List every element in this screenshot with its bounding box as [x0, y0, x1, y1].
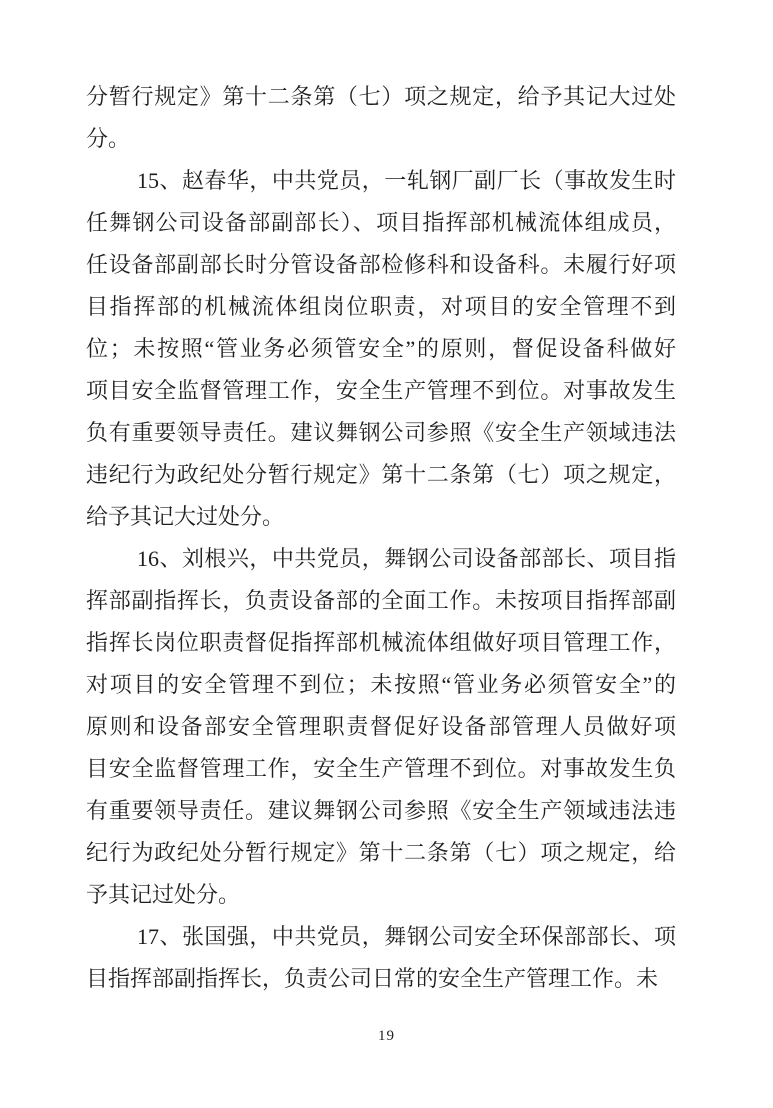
text-line: 给予其记大过处分。: [86, 504, 285, 529]
text-line: 分。: [86, 126, 131, 151]
text-line: 15、赵春华，中共党员，一轧钢厂副厂长（事故发生时: [137, 168, 676, 193]
text-line: 原则和设备部安全管理职责督促好设备部管理人员做好项: [86, 714, 676, 739]
text-line: 项目安全监督管理工作，安全生产管理不到位。对事故发生: [86, 378, 676, 403]
text-line: 对项目的安全管理不到位；未按照“管业务必须管安全”的: [86, 672, 676, 697]
text-line: 分暂行规定》第十二条第（七）项之规定，给予其记大过处: [86, 84, 676, 109]
text-line: 指挥长岗位职责督促指挥部机械流体组做好项目管理工作，: [86, 630, 676, 655]
text-line: 违纪行为政纪处分暂行规定》第十二条第（七）项之规定，: [86, 462, 676, 487]
text-line: 目指挥部的机械流体组岗位职责，对项目的安全管理不到: [86, 294, 676, 319]
text-line: 有重要领导责任。建议舞钢公司参照《安全生产领域违法违: [86, 798, 676, 823]
text-line: 予其记过处分。: [86, 882, 241, 907]
text-line: 任舞钢公司设备部副部长）、项目指挥部机械流体组成员，: [86, 210, 676, 235]
page-number: 19: [378, 1028, 395, 1044]
text-line: 挥部副指挥长，负责设备部的全面工作。未按项目指挥部副: [86, 588, 676, 613]
text-line: 负有重要领导责任。建议舞钢公司参照《安全生产领域违法: [86, 420, 676, 445]
text-line: 目指挥部副指挥长，负责公司日常的安全生产管理工作。未: [86, 966, 659, 991]
text-line: 目安全监督管理工作，安全生产管理不到位。对事故发生负: [86, 756, 676, 781]
text-line: 任设备部副部长时分管设备部检修科和设备科。未履行好项: [86, 252, 676, 277]
text-line: 17、张国强，中共党员，舞钢公司安全环保部部长、项: [137, 924, 676, 949]
text-line: 纪行为政纪处分暂行规定》第十二条第（七）项之规定，给: [86, 840, 676, 865]
text-line: 位；未按照“管业务必须管安全”的原则，督促设备科做好: [86, 336, 676, 361]
document-text: [86, 76, 676, 1000]
text-line: 16、刘根兴，中共党员，舞钢公司设备部部长、项目指: [137, 546, 676, 571]
